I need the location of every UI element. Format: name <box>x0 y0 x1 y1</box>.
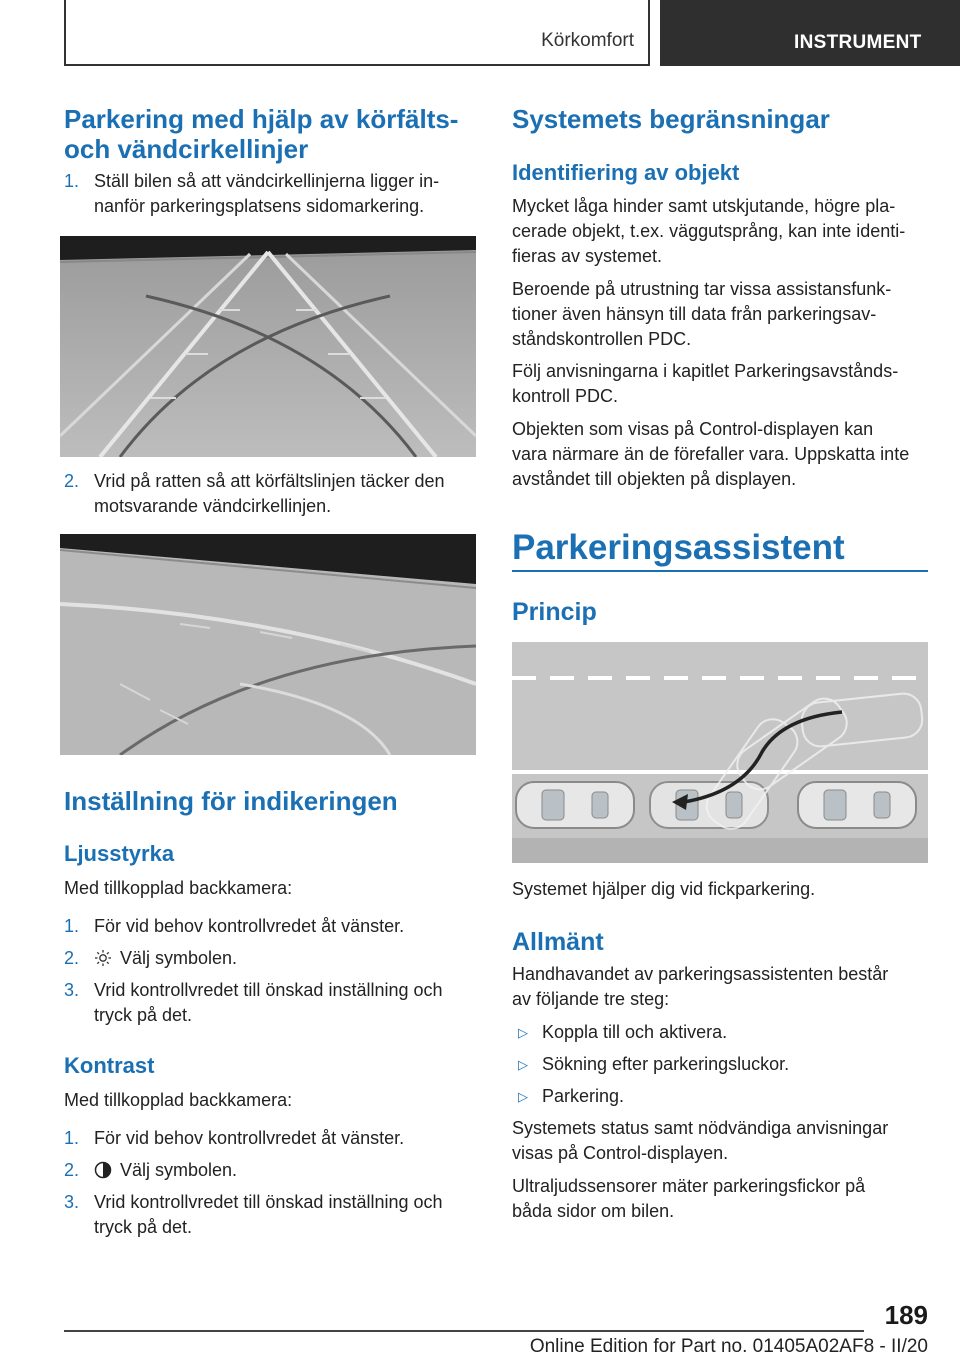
brightness-icon <box>94 949 112 967</box>
para-5: Systemets status samt nödvändiga anvisningar visas på Control-displayen. <box>512 1118 889 1163</box>
brightness-step-3: 3. Vrid kontrollvredet till önskad inställning och tryck på det. <box>64 980 443 1025</box>
contrast-step-1: 1. För vid behov kontrollvredet åt vänster. <box>64 1128 405 1148</box>
limits-title: Systemets begränsningar <box>512 104 830 134</box>
camera-image-1 <box>60 236 476 457</box>
para-4: Objekten som visas på Control-displayen kan vara närmare än de förefaller vara. Uppskatta inte avståndet till objekten på displayen. <box>512 419 910 489</box>
step-2: 2. Vrid på ratten så att körfältslinjen täcker den motsvarande vändcirkellinjen. <box>64 471 445 516</box>
step-1: 1. Ställ bilen så att vändcirkellinjerna ligger in- nanför parkeringsplatsens sidomarkering. <box>64 171 440 216</box>
assist-rule <box>512 570 928 572</box>
contrast-icon <box>94 1161 112 1179</box>
general-title: Allmänt <box>512 928 604 956</box>
bullet-3: ▷ Parkering. <box>512 1084 928 1109</box>
bullet-triangle-icon: ▷ <box>518 1057 528 1072</box>
camera-image-2 <box>60 534 476 755</box>
settings-title: Inställning för indikeringen <box>64 786 398 816</box>
ident-title: Identifiering av objekt <box>512 160 740 185</box>
header-chapter-tab <box>660 0 960 66</box>
bullet-triangle-icon: ▷ <box>518 1025 528 1040</box>
para-1: Mycket låga hinder samt utskjutande, högre pla- cerade objekt, t.ex. väggutsprång, kan inte identi- fieras av systemet. <box>512 196 906 266</box>
header-section-tab <box>64 0 650 66</box>
bullet-1: ▷ Koppla till och aktivera. <box>512 1020 928 1045</box>
brightness-intro: Med tillkopplad backkamera: <box>64 878 293 898</box>
header-chapter: INSTRUMENT <box>794 32 922 53</box>
contrast-step-3: 3. Vrid kontrollvredet till önskad inställning och tryck på det. <box>64 1192 443 1237</box>
footer-rule <box>64 1330 864 1332</box>
lane-lines-title: Parkering med hjälp av körfälts- och vändcirkellinjer <box>64 104 459 164</box>
para-3: Följ anvisningarna i kapitlet Parkeringsavstånds- kontroll PDC. <box>512 361 899 406</box>
brightness-step-1: 1. För vid behov kontrollvredet åt vänster. <box>64 916 405 936</box>
page-number: 189 <box>884 1300 928 1330</box>
header-section: Körkomfort <box>541 30 634 51</box>
parking-illustration <box>512 642 928 863</box>
brightness-title: Ljusstyrka <box>64 841 175 866</box>
bullet-triangle-icon: ▷ <box>518 1089 528 1104</box>
brightness-step-2: 2. Välj symbolen. <box>64 948 238 968</box>
contrast-step-2: 2. Välj symbolen. <box>64 1160 238 1180</box>
contrast-intro: Med tillkopplad backkamera: <box>64 1090 293 1110</box>
bullet-2: ▷ Sökning efter parkeringsluckor. <box>512 1052 928 1077</box>
general-intro: Handhavandet av parkeringsassistenten består av följande tre steg: <box>512 964 889 1009</box>
para-6: Ultraljudssensorer mäter parkeringsfickor på båda sidor om bilen. <box>512 1176 866 1221</box>
contrast-title: Kontrast <box>64 1053 155 1078</box>
principle-title: Princip <box>512 598 597 626</box>
para-2: Beroende på utrustning tar vissa assistansfunk- tioner även hänsyn till data från parkeringsav- ståndskontrollen PDC. <box>512 279 892 349</box>
illustration-caption: Systemet hjälper dig vid fickparkering. <box>512 879 816 899</box>
assist-title: Parkeringsassistent <box>512 528 845 567</box>
footer-edition: Online Edition for Part no. 01405A02AF8 - II/20 <box>529 1336 928 1357</box>
